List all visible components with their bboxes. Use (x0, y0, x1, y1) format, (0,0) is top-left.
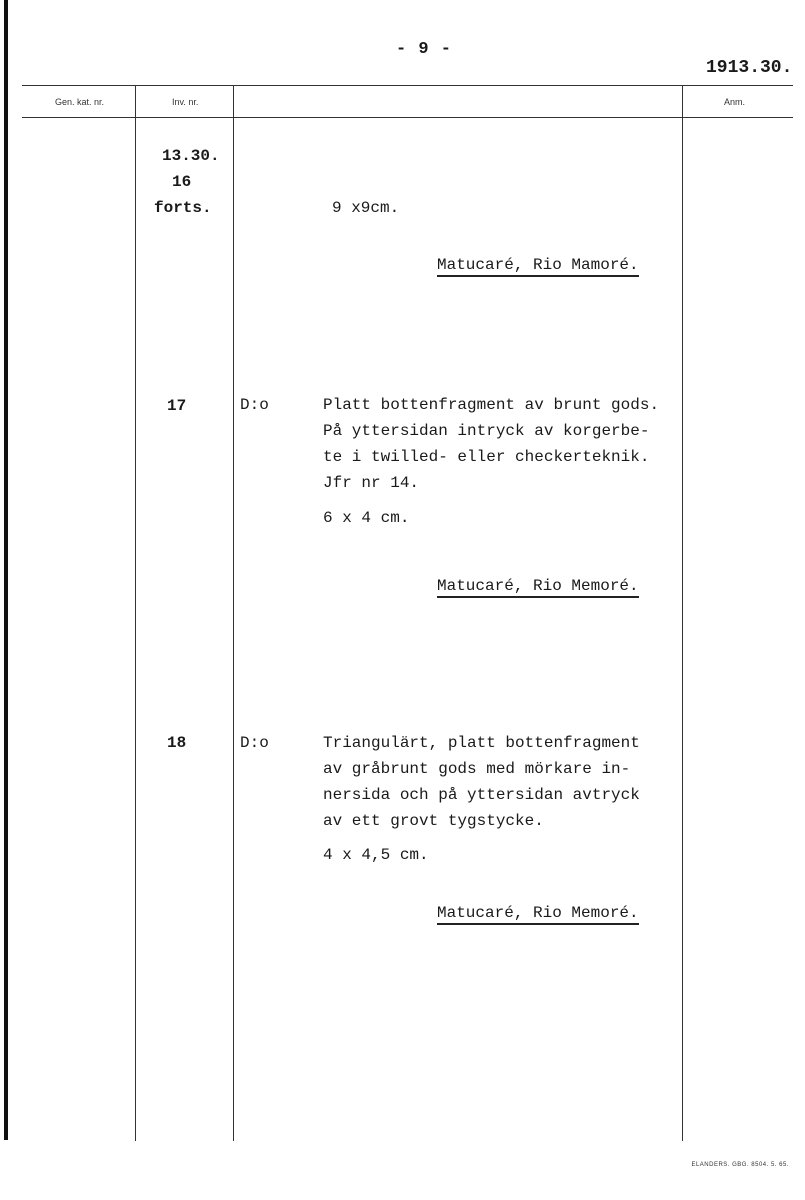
printer-imprint: ELANDERS. GBG. 8504. 5. 65. (691, 1162, 789, 1168)
catalog-reference: 1913.30. (706, 58, 793, 78)
entry-location: Matucaré, Rio Memoré. (437, 904, 639, 925)
description-line: På yttersidan intryck av korgerbe- (323, 422, 650, 440)
description-line: av ett grovt tygstycke. (323, 812, 544, 830)
entry-size: 6 x 4 cm. (323, 509, 410, 527)
inv-number: 18 (167, 734, 187, 752)
column-divider-1 (135, 85, 136, 1141)
description-line: av gråbrunt gods med mörkare in- (323, 760, 631, 778)
header-bottom-rule (22, 117, 793, 118)
entry-location: Matucaré, Rio Memoré. (437, 577, 639, 598)
description-line: Platt bottenfragment av brunt gods. (323, 396, 660, 414)
ditto-mark: D:o (240, 396, 269, 414)
entry-size: 4 x 4,5 cm. (323, 846, 429, 864)
description-line: Jfr nr 14. (323, 474, 420, 492)
column-divider-3 (682, 85, 683, 1141)
page-number: - 9 - (396, 40, 453, 59)
description-line: nersida och på yttersidan avtryck (323, 786, 640, 804)
column-header-gen-kat: Gen. kat. nr. (55, 97, 105, 107)
description-line: Triangulärt, platt bottenfragment (323, 734, 640, 752)
inv-continued-note: forts. (154, 199, 212, 217)
inv-number: 17 (167, 397, 187, 415)
margin-bar (4, 0, 8, 1140)
column-divider-2 (233, 85, 234, 1141)
column-header-inv: Inv. nr. (172, 97, 199, 107)
entry-location: Matucaré, Rio Mamoré. (437, 256, 639, 277)
inv-number: 13.30. (162, 147, 220, 165)
header-top-rule (22, 85, 793, 86)
entry-size: 9 x9cm. (332, 199, 400, 217)
ditto-mark: D:o (240, 734, 269, 752)
description-line: te i twilled- eller checkerteknik. (323, 448, 650, 466)
inv-number: 16 (172, 173, 192, 191)
column-header-anm: Anm. (724, 97, 746, 107)
